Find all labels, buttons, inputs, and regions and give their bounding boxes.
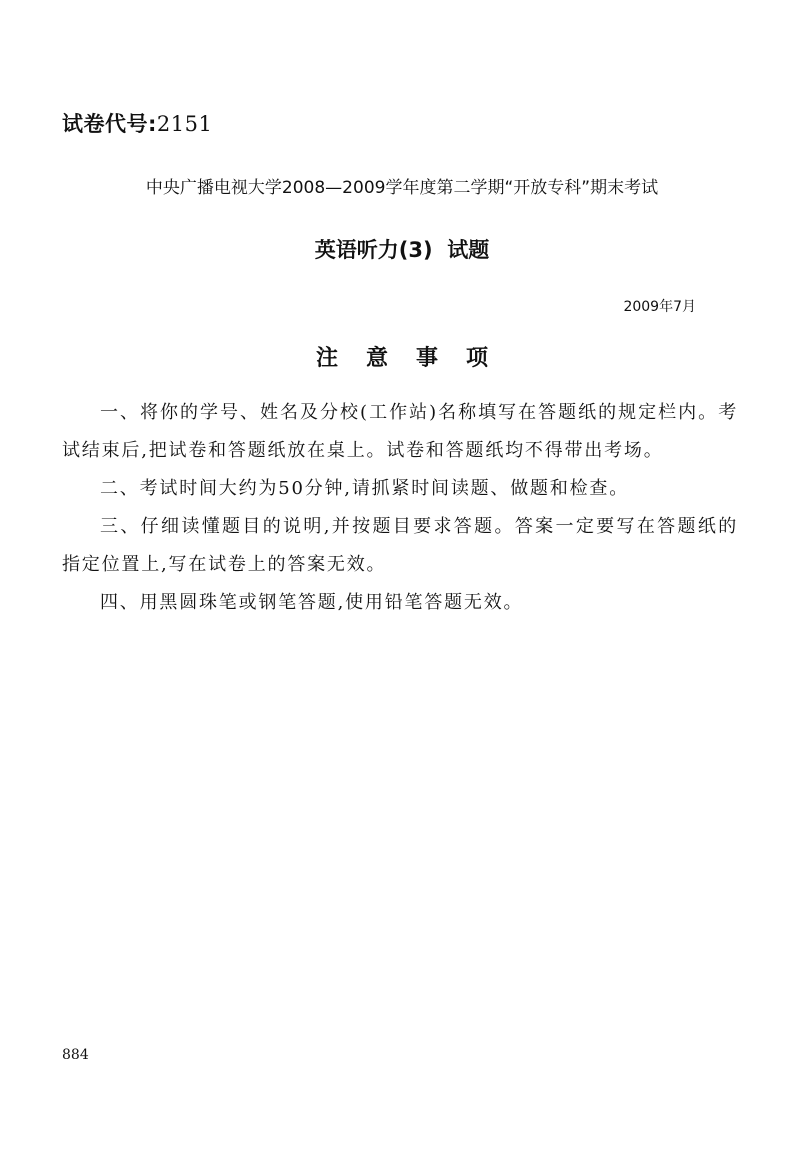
notice-item-2: 二、考试时间大约为50分钟,请抓紧时间读题、做题和检查。 [100,478,630,499]
notice-heading: 注意事项 [315,346,516,371]
paper-code [62,108,212,138]
notice-item-4: 四、用黑圆珠笔或钢笔答题,使用铅笔答题无效。 [100,592,524,613]
exam-date: 2009年7月 [623,299,696,315]
notice-item-3: 三、仔细读懂题目的说明,并按题目要求答题。答案一定要写在答题纸的指定位置上,写在试卷上的答案无效。 [62,516,738,575]
subject-title: 英语听力(3) 试题 [314,238,490,262]
exam-title: 中央广播电视大学2008—2009学年度第二学期“开放专科”期末考试 [145,178,659,198]
notice-item-1: 一、将你的学号、姓名及分校(工作站)名称填写在答题纸的规定栏内。考试结束后,把试卷和答题纸放在桌上。试卷和答题纸均不得带出考场。 [62,402,738,461]
notice-list [62,394,738,622]
paper-code-number: 2151 [156,112,213,136]
page-number: 884 [62,1047,89,1063]
paper-code-label: 试卷代号: [62,112,157,136]
